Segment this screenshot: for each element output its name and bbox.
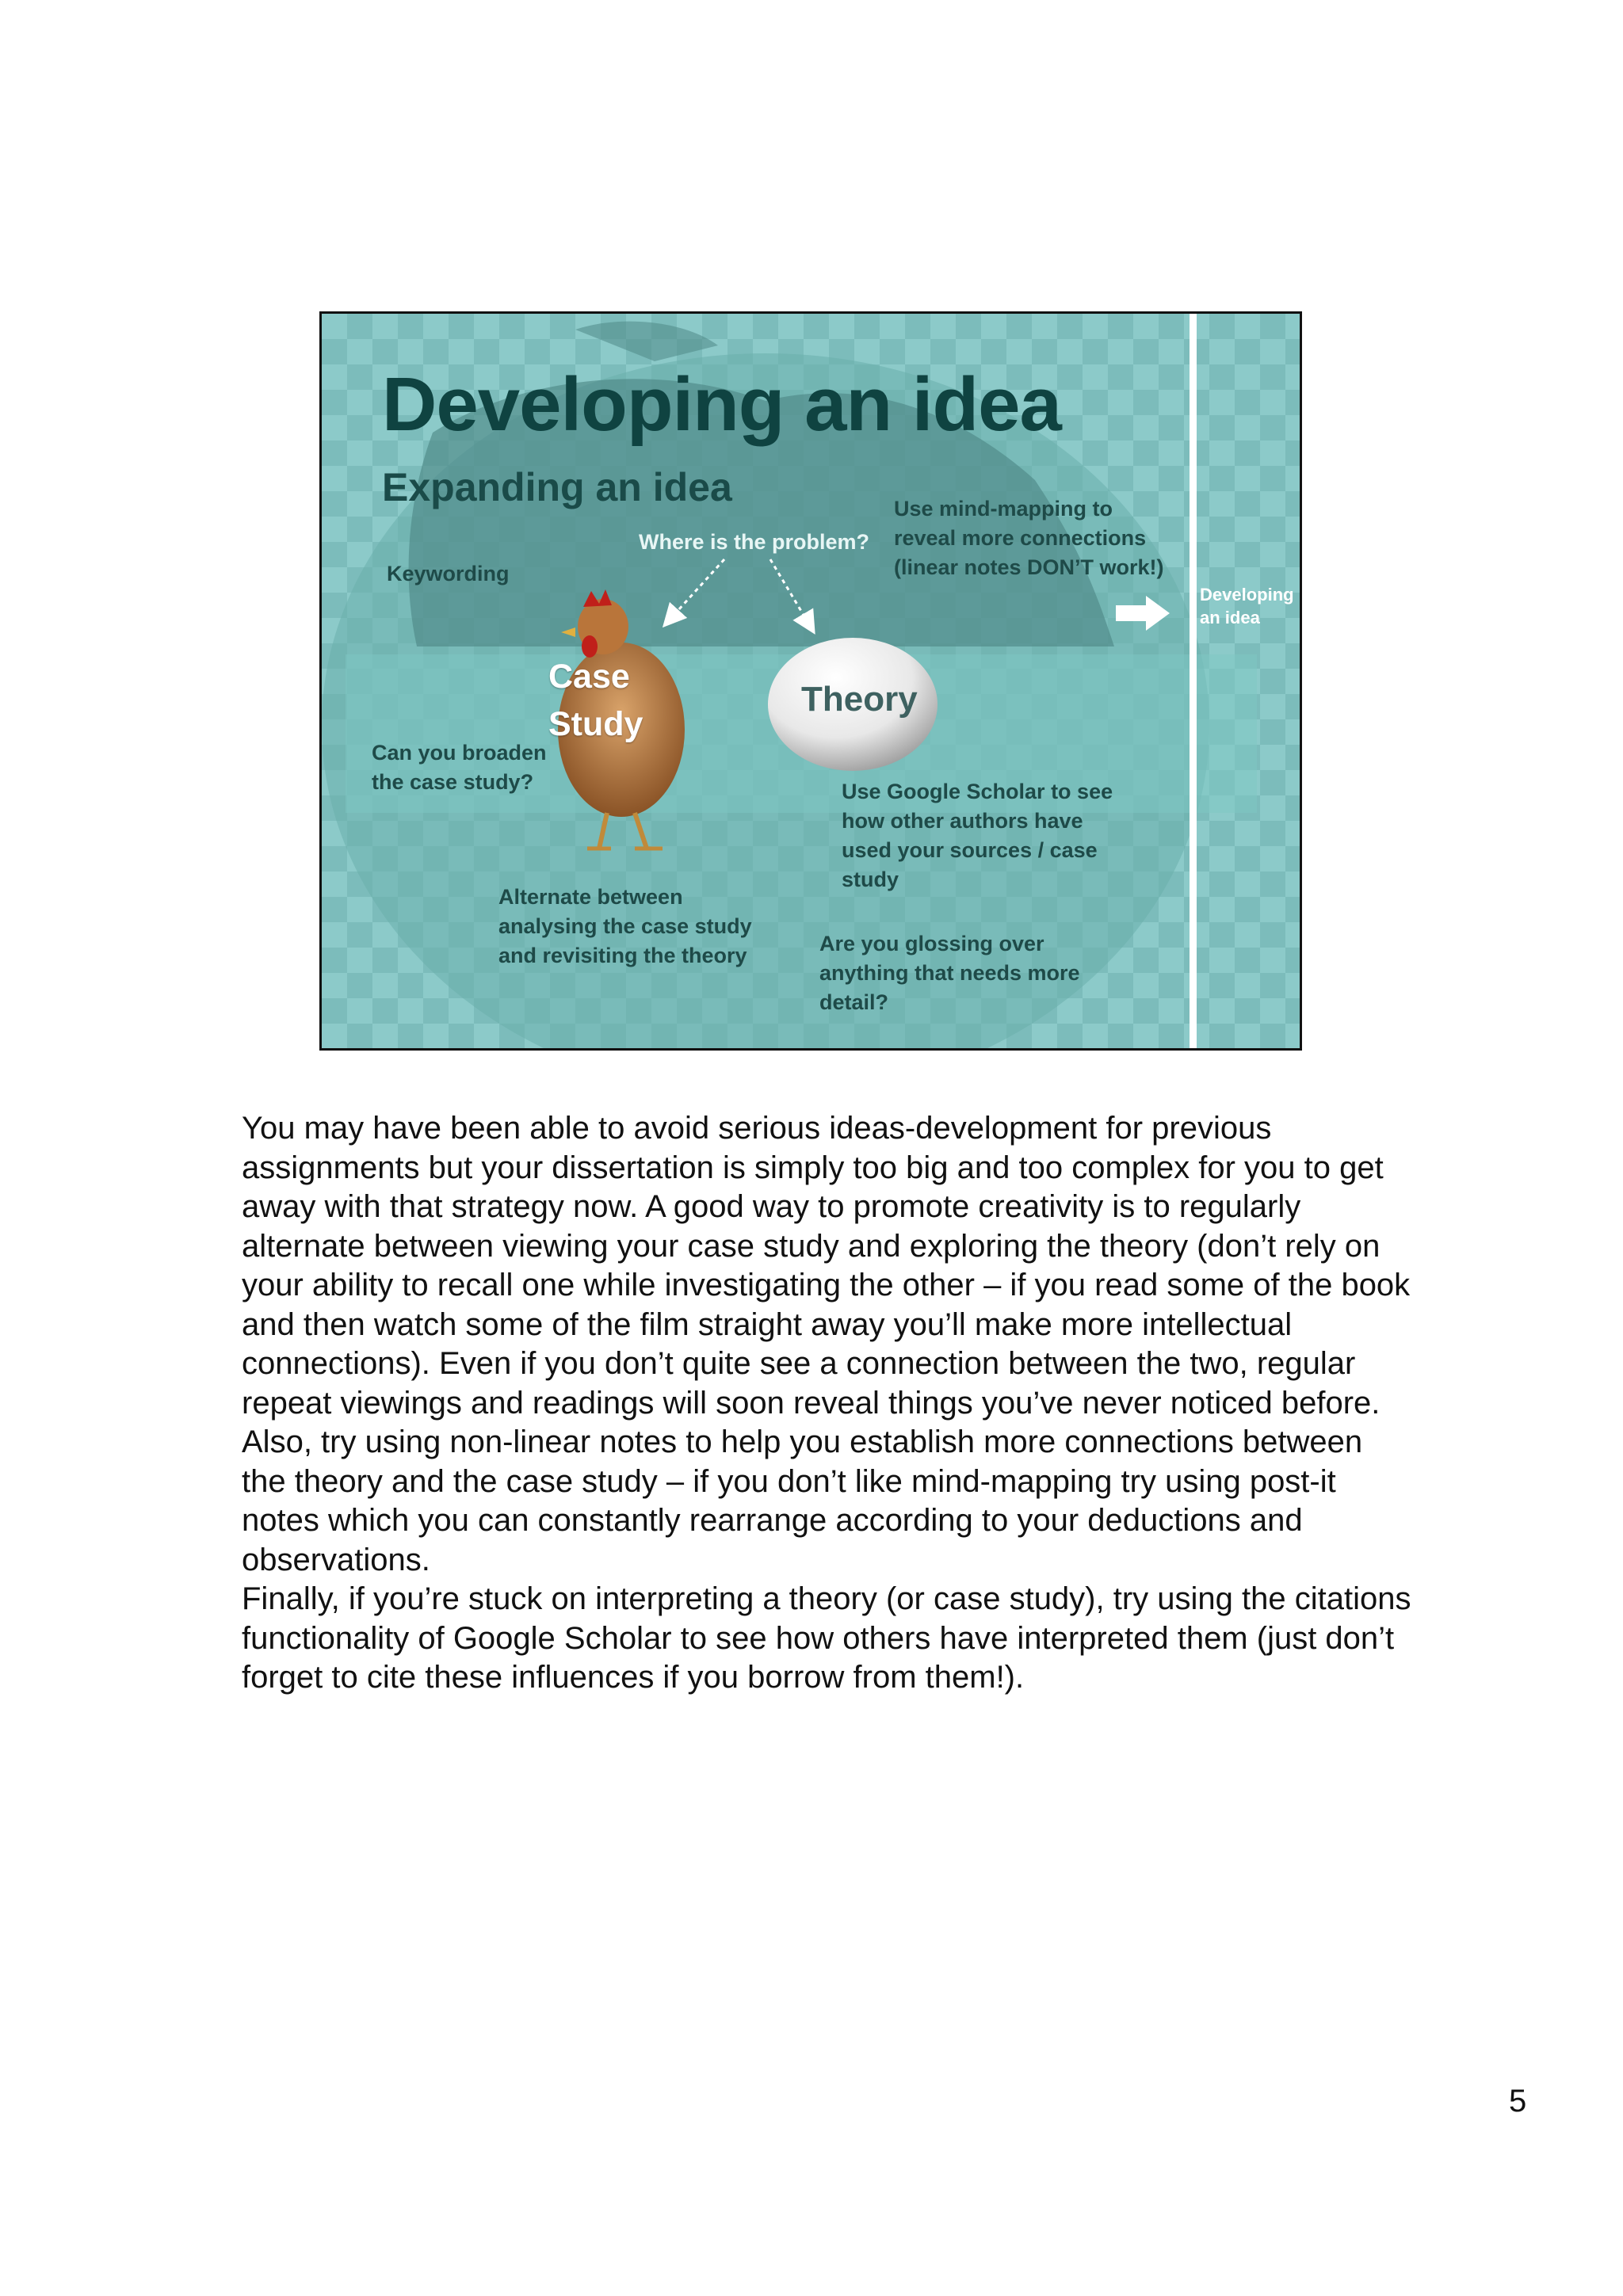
paragraph: Also, try using non-linear notes to help you establish more connections between the theory and the case study – if you don’t like mind-mapping try using post-it notes which you can constantly rearrange according to your deductions and observations. bbox=[242, 1425, 1363, 1577]
paragraph: You may have been able to avoid serious ideas-development for previous assignments but your dissertation is simply too big and too complex for you to get away with that strategy now. A good way to promote creativity is to regularly alternate between viewing your case study and exploring the theory (don’t rely on your ability to recall one while investigating the other – if you read some of the book and then watch some of the film straight away you’ll make more intellectual connections). Even if you don’t quite see a connection between the two, regular repeat viewings and readings will soon reveal things you’ve never noticed before. bbox=[242, 1111, 1411, 1421]
glossing-note: Are you glossing over anything that needs more detail? bbox=[819, 932, 1080, 1014]
case-study-label: Case Study bbox=[548, 658, 643, 743]
keywording-label: Keywording bbox=[387, 562, 510, 585]
page-number: 5 bbox=[1509, 2084, 1527, 2119]
broaden-note: Can you broaden the case study? bbox=[372, 741, 547, 794]
theory-label: Theory bbox=[801, 680, 918, 719]
slide-subtitle: Expanding an idea bbox=[382, 465, 732, 509]
slide-image bbox=[319, 311, 1302, 1051]
paragraph: Finally, if you’re stuck on interpreting a theory (or case study), try using the citations functionality of Google Scholar to see how others have interpreted them (just don’t forget to cite these influences if you borrow from them!). bbox=[242, 1581, 1411, 1695]
alternate-note: Alternate between analysing the case study and revisiting the theory bbox=[498, 885, 752, 967]
body-text bbox=[242, 1109, 1415, 1698]
where-problem-label: Where is the problem? bbox=[639, 530, 870, 554]
mindmap-note: Use mind-mapping to reveal more connections (linear notes DON’T work!) bbox=[894, 497, 1164, 579]
google-scholar-note: Use Google Scholar to see how other authors have used your sources / case study bbox=[842, 780, 1113, 891]
slide-title: Developing an idea bbox=[382, 362, 1061, 447]
side-label: Developing an idea bbox=[1200, 585, 1294, 627]
